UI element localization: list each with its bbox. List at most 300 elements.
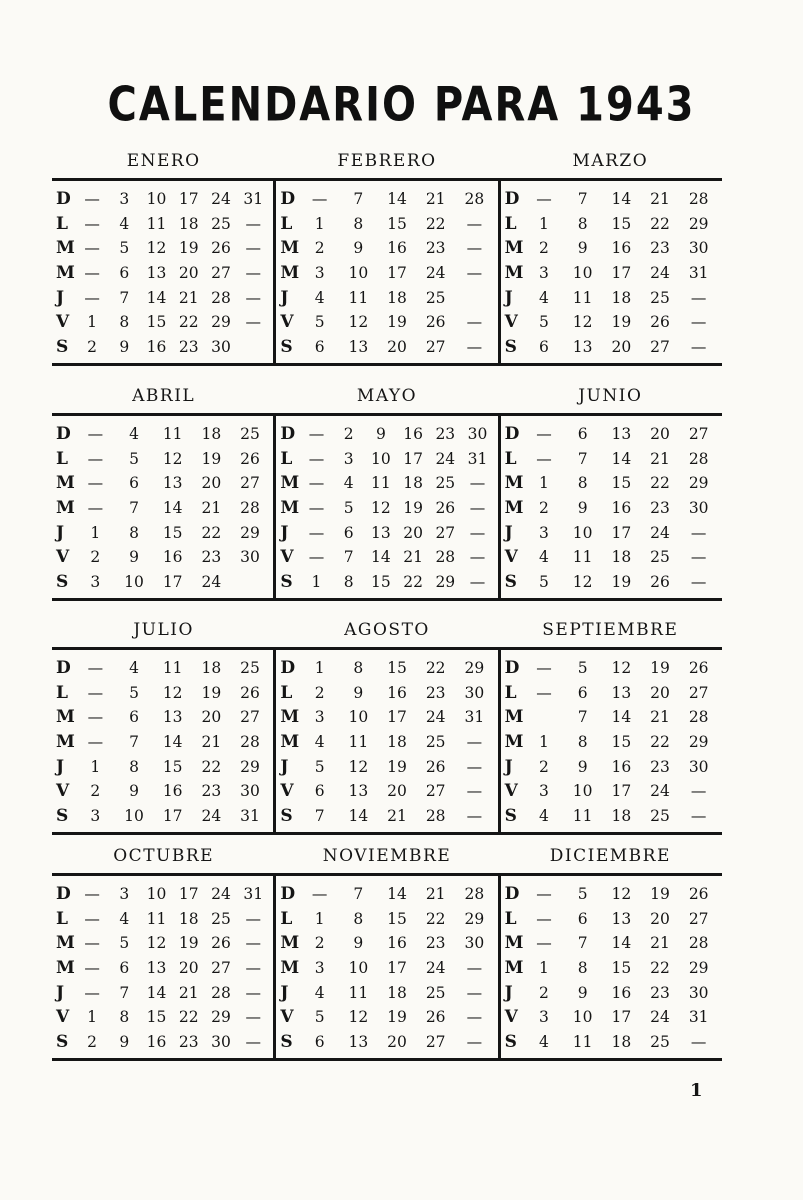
day-number: 15 [387,659,407,678]
day-number: 23 [201,548,222,567]
day-letter: D [280,189,296,210]
day-number: — [245,983,261,1002]
day-number: 13 [371,523,391,542]
quarter-row [52,615,722,835]
day-number: 20 [403,523,423,542]
day-number: — [466,1032,483,1051]
week-row [280,496,493,521]
day-number: 11 [162,425,183,444]
day-number: 24 [211,190,231,209]
day-number: 3 [314,264,325,283]
day-number: — [245,1032,261,1051]
day-number: 11 [146,214,167,233]
day-number: 22 [178,1008,199,1027]
day-number: 29 [688,959,709,978]
day-number: 14 [146,983,167,1002]
day-number: 30 [688,757,709,776]
week-row [505,1030,718,1055]
day-letter: S [56,336,69,357]
day-number: 26 [650,313,670,332]
week-row [280,545,493,570]
day-letter: M [280,498,300,519]
day-number: — [84,264,100,283]
day-number: 1 [90,757,101,776]
week-row [280,779,493,804]
day-number: — [308,449,325,468]
day-number: 12 [572,572,593,591]
day-number: 8 [577,214,588,233]
day-number: 14 [162,499,183,518]
day-number: 3 [90,572,101,591]
month-grid-row [52,181,722,363]
day-letter: M [280,263,300,284]
day-number: 8 [129,523,139,542]
day-number: — [87,474,104,493]
day-number: 10 [124,572,144,591]
day-letter: D [56,189,71,210]
day-number: 3 [119,885,130,904]
day-number: 30 [688,983,709,1002]
day-letter: M [280,238,300,259]
day-number: 29 [240,523,260,542]
week-row [505,956,718,981]
day-number: 24 [425,708,446,727]
day-number: — [84,934,100,953]
day-number: 21 [178,288,199,307]
day-number: 24 [425,959,446,978]
day-number: — [245,264,261,283]
day-letter: L [280,682,293,703]
day-letter: L [56,682,68,703]
month-name: AGOSTO [344,620,430,640]
day-letter: L [56,213,68,234]
day-number: 4 [314,288,325,307]
week-row [56,335,269,360]
day-number: 22 [650,733,670,752]
day-number: 31 [243,190,264,209]
week-row [280,422,493,447]
day-number: — [466,782,483,801]
day-number: 20 [387,337,407,356]
day-number: — [690,1032,707,1051]
day-number: 8 [353,214,364,233]
day-number: 16 [403,425,423,444]
day-letter: D [56,884,71,905]
week-row [56,236,269,261]
day-number: 26 [240,449,260,468]
month-name: JUNIO [578,386,643,406]
day-number: 15 [611,733,632,752]
day-number: 27 [211,959,231,978]
day-number: 17 [387,708,407,727]
day-number: 13 [348,1032,369,1051]
day-number: 7 [119,288,130,307]
day-number: 20 [611,337,632,356]
day-number: 14 [611,708,632,727]
day-number: 19 [178,239,199,258]
day-number: — [87,683,104,702]
day-number: 7 [577,708,588,727]
day-number: 17 [162,572,183,591]
day-number: 13 [162,474,183,493]
month-name: MARZO [572,151,649,171]
day-number: 2 [539,499,549,518]
day-letter: S [504,336,517,357]
day-number: 6 [539,337,549,356]
day-number: 16 [611,757,632,776]
day-letter: J [280,982,289,1003]
day-number: 28 [688,190,709,209]
week-row [280,335,493,360]
day-number: 11 [572,548,593,567]
day-number: — [536,909,552,928]
day-letter: J [56,287,65,308]
day-number: — [690,806,707,825]
week-row [505,285,718,310]
day-number: 3 [539,1008,549,1027]
day-number: 14 [387,190,407,209]
day-number: 29 [240,757,260,776]
month-name-row [52,841,722,871]
day-number: 23 [650,983,670,1002]
page-title: CALENDARIO PARA 1943 [107,78,696,133]
day-number: 24 [650,523,670,542]
day-letter: J [56,522,65,543]
day-letter: S [504,1031,517,1052]
day-number: — [308,425,325,444]
day-number: 7 [353,885,364,904]
day-number: 19 [387,313,407,332]
week-row [505,236,718,261]
day-number: 14 [348,806,369,825]
day-letter: V [280,1007,294,1028]
day-number: 18 [387,733,407,752]
day-number: 15 [611,959,632,978]
day-number: 9 [353,239,364,258]
month-name: FEBRERO [337,151,437,171]
week-row [280,804,493,829]
day-number: — [84,288,100,307]
day-letter: J [56,756,65,777]
day-number: 20 [178,264,199,283]
day-number: 13 [146,264,167,283]
week-row [56,779,269,804]
day-letter: S [504,571,517,592]
day-number: 14 [611,190,632,209]
day-number: 4 [343,474,354,493]
week-row [505,520,718,545]
rule-line [52,1058,722,1061]
day-number: 18 [611,288,632,307]
day-number: 22 [650,474,670,493]
day-number: 4 [129,659,139,678]
day-letter: M [280,707,300,728]
day-letter: L [504,213,517,234]
quarter-row [52,381,722,601]
day-number: 5 [314,313,325,332]
day-number: 17 [611,782,632,801]
day-number: 30 [240,782,260,801]
day-number: 15 [371,572,391,591]
day-number: 11 [572,288,593,307]
day-letter: D [504,424,520,445]
day-number: 25 [435,474,456,493]
day-number: 26 [688,885,709,904]
month-grid-row [52,416,722,598]
day-letter: L [56,908,68,929]
day-letter: M [504,732,524,753]
day-number: — [466,1008,483,1027]
day-letter: M [504,707,524,728]
day-number: 9 [353,934,364,953]
day-number: — [84,959,100,978]
month-calendar [52,181,273,363]
day-number: — [536,934,552,953]
day-number: 21 [201,499,222,518]
day-number: 11 [572,806,593,825]
day-number: 29 [688,474,709,493]
day-number: 22 [178,313,199,332]
week-row [505,804,718,829]
day-number: 17 [162,806,183,825]
day-number: 30 [464,934,485,953]
day-number: 25 [425,733,446,752]
day-number: 8 [577,959,588,978]
day-number: 29 [464,909,485,928]
week-row [56,882,269,907]
month-name-row [52,615,722,645]
day-letter: D [504,884,520,905]
day-letter: J [280,522,289,543]
day-number: 27 [240,474,260,493]
day-number: 29 [435,572,456,591]
day-number: 6 [314,1032,325,1051]
day-number: 19 [387,1008,407,1027]
day-number: 9 [129,548,139,567]
day-number: 12 [611,659,632,678]
day-number: 30 [211,1032,231,1051]
day-number: 19 [201,449,222,468]
day-number: 19 [387,757,407,776]
week-row [56,931,269,956]
day-number: — [245,313,261,332]
week-row [505,261,718,286]
day-number: 10 [146,190,167,209]
day-number: 31 [688,1008,709,1027]
day-letter: M [504,498,524,519]
day-letter: S [280,336,293,357]
day-letter: M [56,732,75,753]
day-number: 2 [314,239,325,258]
day-number: — [469,499,486,518]
day-number: 8 [343,572,354,591]
day-number: 14 [387,885,407,904]
day-number: 21 [650,190,670,209]
day-number: 2 [539,757,549,776]
week-row [56,1030,269,1055]
day-number: 19 [611,313,632,332]
day-letter: M [280,958,300,979]
day-number: 16 [146,337,167,356]
day-letter: D [504,189,520,210]
month-calendar [52,650,273,832]
day-letter: M [280,933,300,954]
day-number: — [311,885,328,904]
day-number: — [690,337,707,356]
month-calendar [498,650,722,832]
day-number: 31 [467,449,488,468]
day-number: 23 [201,782,222,801]
week-row [280,285,493,310]
day-number: 21 [178,983,199,1002]
day-number: 27 [650,337,670,356]
day-number: 19 [403,499,423,518]
day-letter: J [280,287,289,308]
day-number: 27 [688,425,709,444]
day-number: 3 [314,959,325,978]
day-number: 17 [611,264,632,283]
week-row [280,931,493,956]
day-number: 6 [343,523,354,542]
day-number: — [87,425,104,444]
day-number: 14 [371,548,391,567]
week-row [56,570,269,595]
quarter-row [52,146,722,366]
day-number: 2 [539,983,549,1002]
day-number: — [84,239,100,258]
month-name-row [52,146,722,176]
month-name: MAYO [356,386,418,406]
day-number: 4 [539,288,549,307]
day-number: 7 [129,499,139,518]
day-number: — [466,733,483,752]
day-number: 26 [211,934,231,953]
day-number: 17 [611,523,632,542]
day-number: 1 [314,659,325,678]
month-name: DICIEMBRE [549,846,671,866]
day-number: 13 [611,909,632,928]
day-number: 27 [211,264,231,283]
week-row [505,496,718,521]
week-row [280,754,493,779]
day-letter: J [280,756,289,777]
day-number: 26 [211,239,231,258]
day-number: 14 [611,934,632,953]
day-number: 16 [611,239,632,258]
week-row [505,656,718,681]
day-number: 12 [162,683,183,702]
day-number: 6 [577,425,588,444]
day-number: — [466,214,483,233]
day-letter: D [280,424,296,445]
day-letter: M [280,732,300,753]
day-number: 9 [577,499,588,518]
day-number: — [466,806,483,825]
day-letter: M [280,473,300,494]
week-row [56,310,269,335]
day-number: 3 [90,806,101,825]
day-number: — [536,659,552,678]
day-number: 8 [577,474,588,493]
day-number: 12 [162,449,183,468]
day-number: 19 [201,683,222,702]
day-number: 5 [119,239,130,258]
month-calendar [498,181,722,363]
day-number: 16 [387,934,407,953]
day-number: 18 [201,659,222,678]
day-number: 26 [435,499,456,518]
day-number: 13 [348,782,369,801]
day-number: — [245,1008,261,1027]
day-number: 11 [348,733,369,752]
month-grid-row [52,876,722,1058]
day-letter: V [56,312,70,333]
day-number: 7 [119,983,130,1002]
day-number: — [87,733,104,752]
day-letter: L [280,908,293,929]
month-calendar [52,876,273,1058]
day-number: 17 [387,959,407,978]
day-number: 10 [124,806,144,825]
day-letter: L [504,448,517,469]
day-number: 31 [243,885,264,904]
day-letter: J [56,982,65,1003]
day-number: 21 [425,190,446,209]
day-number: 23 [650,757,670,776]
week-row [56,956,269,981]
day-number: 7 [577,190,588,209]
week-row [505,422,718,447]
day-number: 12 [572,313,593,332]
day-number: 23 [650,239,670,258]
day-number: 1 [539,959,549,978]
day-number: 16 [162,548,183,567]
day-number: 5 [314,757,325,776]
month-calendar [498,416,722,598]
day-number: 23 [425,934,446,953]
day-number: — [466,264,483,283]
day-number: 25 [425,983,446,1002]
day-letter: S [280,1031,293,1052]
day-number: — [466,983,483,1002]
day-number: 3 [539,782,549,801]
week-row [280,956,493,981]
day-number: 24 [650,782,670,801]
day-number: 13 [572,337,593,356]
day-number: — [245,934,261,953]
day-number: 9 [353,683,364,702]
day-letter: D [56,424,71,445]
day-number: 2 [539,239,549,258]
day-number: 11 [162,659,183,678]
day-number: 10 [371,449,391,468]
day-number: 26 [425,757,446,776]
day-number: 5 [539,313,549,332]
day-number: — [308,548,325,567]
day-number: 8 [353,659,364,678]
day-number: 24 [201,806,222,825]
day-number: 22 [650,214,670,233]
day-number: 27 [435,523,456,542]
day-letter: M [56,473,75,494]
day-number: 5 [577,659,588,678]
day-letter: M [56,498,75,519]
day-letter: L [280,213,293,234]
day-number: 14 [146,288,167,307]
rule-line [52,832,722,835]
day-number: 20 [178,959,199,978]
day-number: 28 [464,885,485,904]
